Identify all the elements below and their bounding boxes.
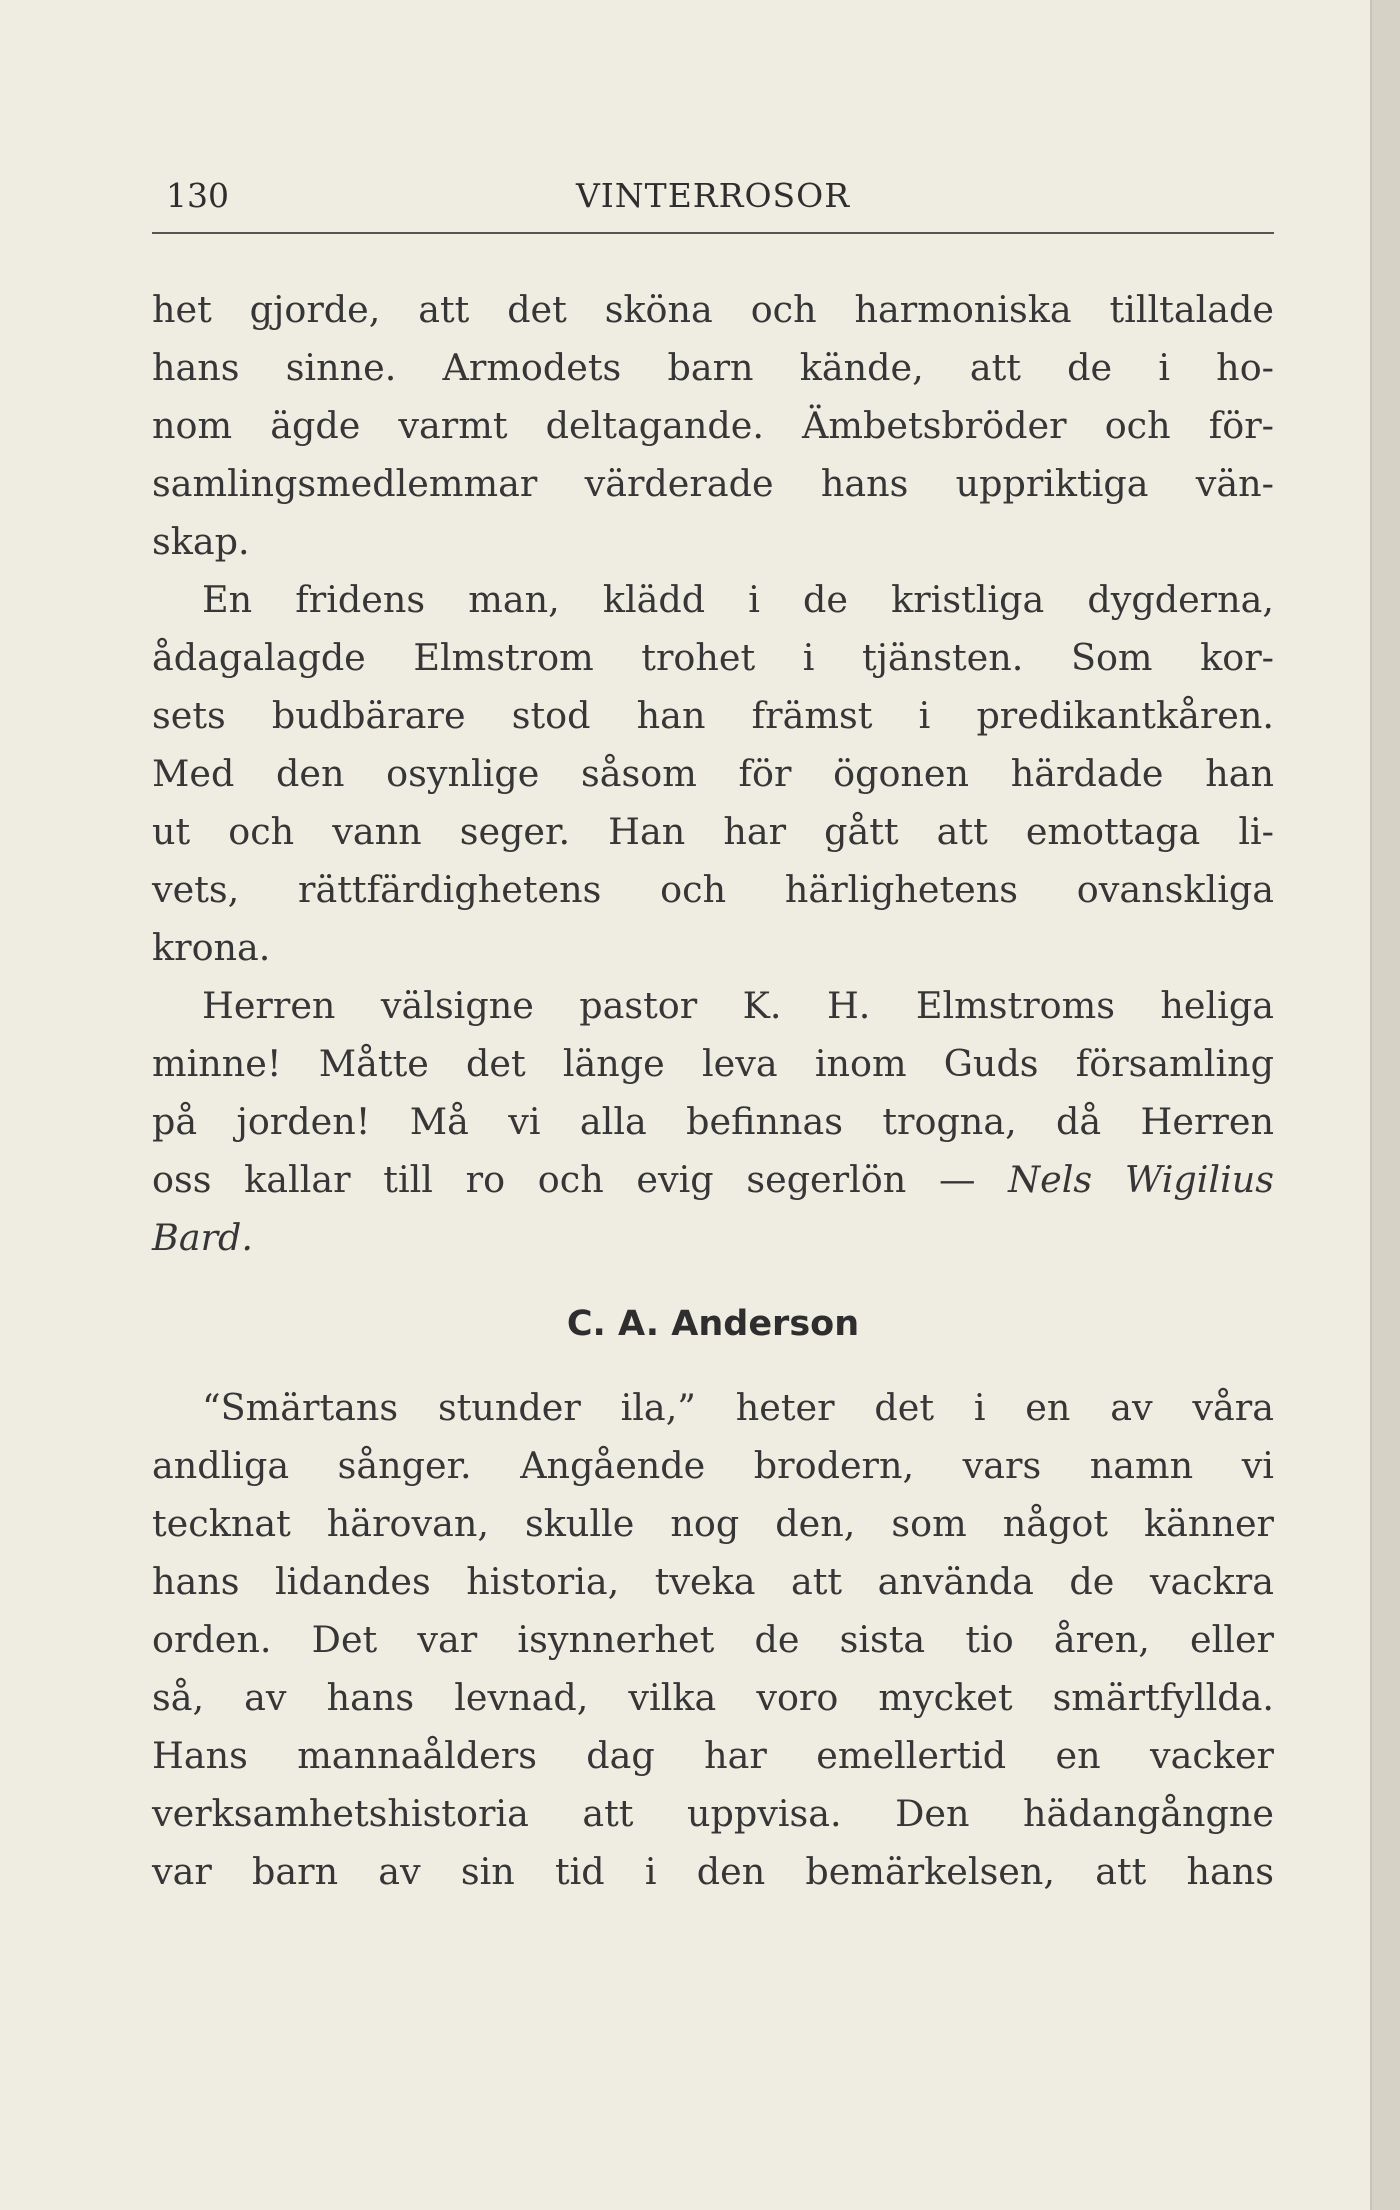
text-line: på jorden! Må vi alla befinnas trogna, då Herren [152, 1100, 1274, 1143]
text-line: “Smärtans stunder ila,” heter det i en av våra [202, 1386, 1274, 1429]
text-line: Herren välsigne pastor K. H. Elmstroms heliga [202, 984, 1274, 1027]
text-line: oss kallar till ro och evig segerlön — [152, 1158, 976, 1201]
text-line: vets, rättfärdighetens och härlighetens ovanskliga [152, 868, 1274, 911]
text-line: ut och vann seger. Han har gått att emottaga li- [152, 810, 1274, 853]
text-line: så, av hans levnad, vilka voro mycket smärtfyllda. [152, 1676, 1274, 1719]
page-edge [1370, 0, 1400, 2210]
text-line: Med den osynlige såsom för ögonen härdade han [152, 752, 1274, 795]
text-line: nom ägde varmt deltagande. Ämbetsbröder och för- [152, 404, 1274, 447]
text-line: het gjorde, att det sköna och harmoniska tilltalade [152, 288, 1274, 331]
text-line: En fridens man, klädd i de kristliga dygderna, [202, 578, 1274, 621]
text-line: Hans mannaålders dag har emellertid en vacker [152, 1734, 1274, 1777]
text-line: orden. Det var isynnerhet de sista tio åren, eller [152, 1618, 1274, 1661]
text-line: krona. [152, 926, 271, 969]
text-line: andliga sånger. Angående brodern, vars namn vi [152, 1444, 1274, 1487]
text-line: var barn av sin tid i den bemärkelsen, att hans [152, 1850, 1274, 1893]
text-line: skap. [152, 520, 250, 563]
text-line: sets budbärare stod han främst i predikantkåren. [152, 694, 1274, 737]
section-heading: C. A. Anderson [566, 1304, 860, 1344]
text-line: tecknat härovan, skulle nog den, som något känner [152, 1502, 1274, 1545]
signature: Nels Wigilius [1008, 1158, 1274, 1201]
text-line: minne! Måtte det länge leva inom Guds församling [152, 1042, 1274, 1085]
text-line: hans sinne. Armodets barn kände, att de i ho- [152, 346, 1274, 389]
text-line: verksamhetshistoria att uppvisa. Den hädangångne [152, 1792, 1274, 1835]
text-line: ådagalagde Elmstrom trohet i tjänsten. Som kor- [152, 636, 1274, 679]
text-line-with-signature [152, 1152, 1274, 1208]
signature-continued: Bard. [152, 1216, 253, 1259]
page-number: 130 [166, 176, 229, 215]
text-line: hans lidandes historia, tveka att använda de vackra [152, 1560, 1274, 1603]
text-line: samlingsmedlemmar värderade hans uppriktiga vän- [152, 462, 1274, 505]
header-rule [152, 232, 1274, 234]
page-header [152, 176, 1274, 216]
running-title: VINTERROSOR [575, 176, 851, 215]
